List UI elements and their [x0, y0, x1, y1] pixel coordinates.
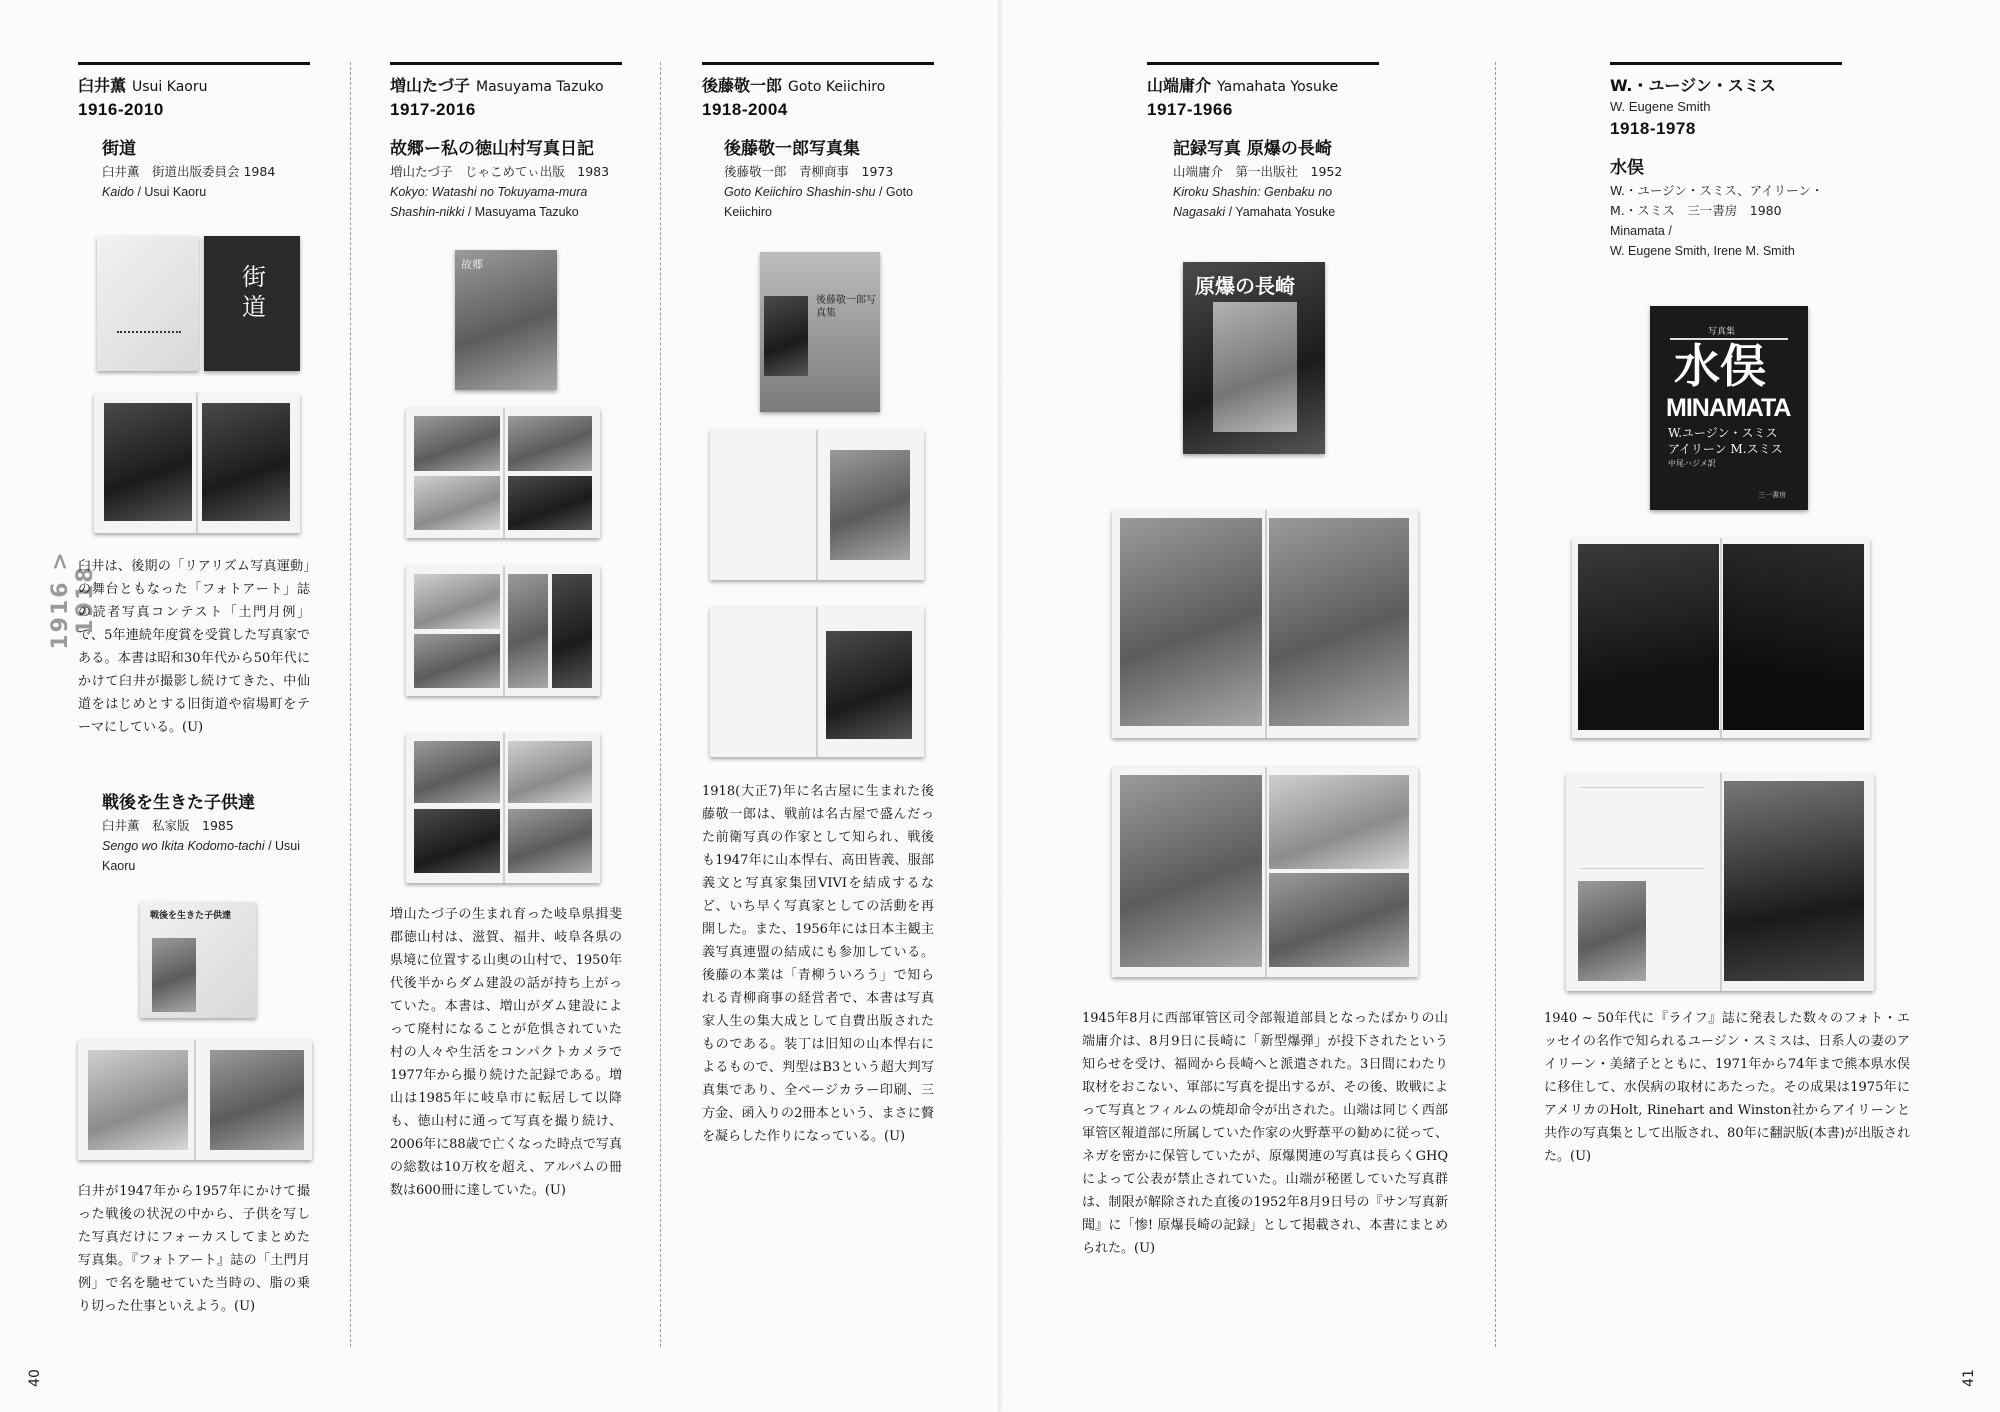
page-number-left: 40 — [26, 1369, 43, 1387]
column-divider — [350, 62, 351, 1347]
book-description: 増山たづ子の生まれ育った岐阜県揖斐郡徳山村は、滋賀、福井、岐阜各県の県境に位置する山奥の山村で、1950年代後半からダム建設の話が持ち上がっていた。本書は、増山がダム建設によって廃村になることが危惧されていた村の人々や生活をコンパクトカメラで1977年から撮り続けた記録である。増山は1985年に岐阜市に転居して以降も、徳山村に通って写真を撮り続け、2006年に88歳で亡くなった時点で写真の総数は10万枚を超え、アルバムの冊数は600冊に達していた。(U) — [390, 907, 622, 1198]
author-years: 1917-2016 — [390, 100, 476, 119]
author-years: 1918-1978 — [1610, 119, 1696, 138]
book-publisher: 臼井薫 私家版 1985 — [102, 818, 234, 833]
book-description: 1918(大正7)年に名古屋に生まれた後藤敬一郎は、戦前は名古屋で盛んだった前衛写真の作家として知られ、戦後も1947年に山本悍右、高田皆義、服部義文と写真家集団VIVIを結成するなど、いち早く写真家としての活動を再開した。また、1956年には日本主観主義写真連盟の結成にも参加している。後藤の本業は「青柳ういろう」で知られる青柳商事の経営者で、本書は写真家人生の集大成として自費出版されたものである。装丁は旧知の山本悍右によるもので、判型はB3という超大判写真集であり、全ページカラー印刷、三方金、函入りの2冊本という、まさに贅を凝らした作りになっている。(U) — [702, 784, 934, 1144]
book-description: 臼井は、後期の「リアリズム写真運動」の舞台ともなった「フォトアート」誌の読者写真コンテスト「土門月例」で、5年連続年度賞を受賞した写真家である。本書は昭和30年代から50年代にかけて臼井が撮影し続けてきた、中仙道をはじめとする旧街道や宿場町をテーマにしている。(U) — [78, 559, 310, 735]
book-cover-genbaku: 原爆の長崎 — [1183, 262, 1325, 454]
column-divider — [1495, 62, 1496, 1347]
author-column-masuyama — [390, 62, 622, 222]
author-name: 後藤敬一郎 Goto Keiichiro — [702, 76, 886, 95]
book-spread-minamata-2 — [1566, 773, 1874, 991]
author-name: 山端庸介 Yamahata Yosuke — [1147, 76, 1339, 95]
author-column-usui — [78, 62, 310, 202]
book-entry-sengo — [102, 790, 310, 876]
book-title: 故郷ー私の徳山村写真日記 — [390, 139, 594, 159]
book-spread-kaido — [94, 393, 300, 533]
column-rule — [390, 62, 622, 65]
book-publisher: W.・ユージン・スミス、アイリーン・M.・スミス 三一書房 1980 — [1610, 183, 1824, 218]
book-spread-genbaku-2 — [1112, 767, 1418, 977]
book-spread-kokyo-1 — [406, 408, 600, 538]
book-spread-kokyo-3 — [406, 733, 600, 883]
column-rule — [1610, 62, 1842, 65]
author-years: 1916-2010 — [78, 100, 164, 119]
book-publisher: 後藤敬一郎 青柳商事 1973 — [724, 164, 894, 179]
book-cover-kokyo: 故郷 — [455, 250, 557, 390]
book-title: 後藤敬一郎写真集 — [724, 139, 860, 159]
column-rule — [702, 62, 934, 65]
book-spread-minamata-1 — [1572, 538, 1870, 738]
column-rule — [1147, 62, 1379, 65]
era-label: 1916 > 1918 — [48, 550, 98, 650]
author-name: 臼井薫 Usui Kaoru — [78, 76, 208, 95]
book-title: 戦後を生きた子供達 — [102, 793, 255, 813]
author-column-smith — [1610, 62, 1842, 261]
book-romaji: Kiroku Shashin: Genbaku no Nagasaki / Yamahata Yosuke — [1173, 185, 1336, 219]
book-romaji: Kaido / Usui Kaoru — [102, 185, 207, 199]
book-spread-sengo — [78, 1040, 312, 1160]
book-title: 記録写真 原爆の長崎 — [1173, 139, 1332, 159]
book-publisher: 山端庸介 第一出版社 1952 — [1173, 164, 1343, 179]
author-years: 1917-1966 — [1147, 100, 1233, 119]
page-number-right: 41 — [1960, 1369, 1977, 1387]
author-name: W.・ユージン・スミス — [1610, 76, 1776, 95]
book-romaji: Goto Keiichiro Shashin-shu / Goto Keiichiro — [724, 185, 914, 219]
book-spread-genbaku-1 — [1112, 510, 1418, 738]
book-cover-minamata: 写真集 水俣 MINAMATA W.ユージン・スミス アイリーン M.スミス 中尾ハジメ訳 三一書房 — [1650, 306, 1808, 510]
book-cover-sengo: 戦後を生きた子供達 — [140, 902, 256, 1018]
book-romaji: Kokyo: Watashi no Tokuyama-mura Shashin-nikki / Masuyama Tazuko — [390, 185, 588, 219]
book-cover-kaido: 街道 — [204, 236, 300, 371]
book-spread-kokyo-2 — [406, 566, 600, 696]
book-cover-goto: 後藤敬一郎写真集 — [760, 252, 880, 412]
book-romaji: Minamata / — [1610, 224, 1672, 238]
book-description: 1945年8月に西部軍管区司令部報道部員となったばかりの山端庸介は、8月9日に長崎に「新型爆弾」が投下されたという知らせを受け、福岡から長崎へと派遣された。3日間にわたり取材をおこない、軍部に写真を提出するが、その後、敗戦によって写真とフィルムの焼却命令が出された。山端は同じく西部軍管区報道部に所属していた作家の火野葦平の勧めに従って、ネガを密かに保管していたが、原爆関連の写真は長らくGHQによって公表が禁止されていた。山端が秘匿していた写真群は、制限が解除された直後の1952年8月9日号の『サン写真新聞』に「惨! 原爆長崎の記録」として掲載され、本書にまとめられた。(U) — [1082, 1011, 1448, 1256]
book-title: 水俣 — [1610, 158, 1644, 178]
author-name-en: W. Eugene Smith — [1610, 99, 1711, 114]
book-publisher: 増山たづ子 じゃこめてぃ出版 1983 — [390, 164, 610, 179]
book-romaji-authors: W. Eugene Smith, Irene M. Smith — [1610, 244, 1795, 258]
column-rule — [78, 62, 310, 65]
book-spread-goto-1 — [710, 430, 924, 580]
book-publisher: 臼井薫 街道出版委員会 1984 — [102, 164, 276, 179]
book-spread-goto-2 — [710, 607, 924, 757]
book-title: 街道 — [102, 139, 136, 159]
author-years: 1918-2004 — [702, 100, 788, 119]
book-description: 臼井が1947年から1957年にかけて撮った戦後の状況の中から、子供を写した写真だけにフォーカスしてまとめた写真集。『フォトアート』誌の「土門月例」で名を馳せていた当時の、脂の乗り切った仕事といえよう。(U) — [78, 1184, 310, 1314]
book-romaji: Sengo wo Ikita Kodomo-tachi / Usui Kaoru — [102, 839, 301, 873]
author-column-yamahata — [1147, 62, 1379, 222]
book-cover-kaido-back — [97, 236, 199, 371]
book-description: 1940 ~ 50年代に『ライフ』誌に発表した数々のフォト・エッセイの名作で知られるユージン・スミスは、日系人の妻のアイリーン・美緒子とともに、1971年から74年まで熊本県水俣に移住して、水俣病の取材にあたった。その成果は1975年にアメリカのHolt, Rinehart and Winston社からアイリーンと共作の写真集として出版され、80年に翻訳版(本書)が出版された。(U) — [1544, 1011, 1910, 1164]
column-divider — [660, 62, 661, 1347]
author-name: 増山たづ子 Masuyama Tazuko — [390, 76, 604, 95]
author-column-goto — [702, 62, 934, 222]
